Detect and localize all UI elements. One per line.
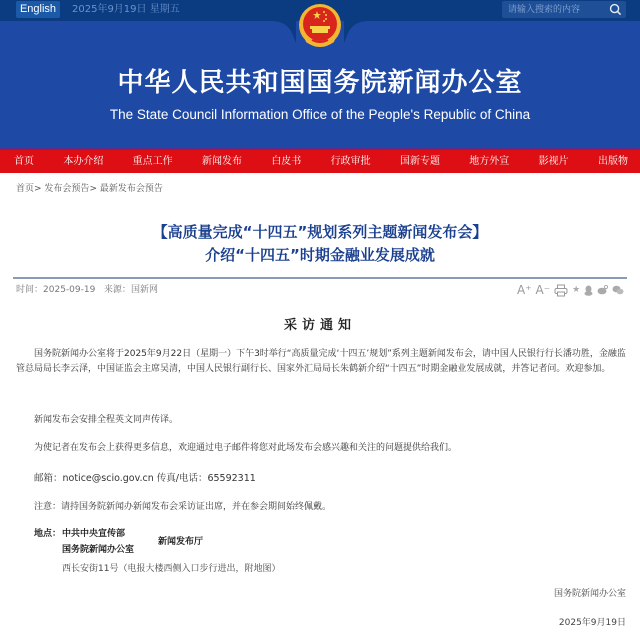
article-meta [16,284,158,296]
location-hall: 新闻发布厅 [158,537,204,547]
main-nav [0,148,640,173]
site-title: 中华人民共和国国务院新闻办公室 [117,68,523,98]
site-header [0,0,640,148]
nav-item-home[interactable]: 首页 [14,156,34,167]
location-org-publicity-dept: 中共中央宣传部 [62,529,126,539]
nav-item-publications[interactable]: 出版物 [597,156,628,167]
body-paragraph-announcement: 国务院新闻办公室将于2025年9月22日（星期一）下午3时举行“高质量完成‘十四五’规划”系列主题新闻发布会，请中国人民银行行长潘功胜，金融监管总局局长李云泽，中国证监会主席吴清，中国人民银行副行长、国家外汇局局长朱鹤新介绍“十四五”时期金融业发展成就，并答记者问。欢迎参加。 [16,349,626,374]
body-paragraph-interpretation: 新闻发布会安排全程英文同声传译。 [34,415,179,425]
current-date: 2025年9月19日 星期五 [72,4,180,15]
search-input[interactable] [508,1,608,18]
breadcrumb-separator: > [34,184,45,194]
english-button[interactable]: English [16,1,60,18]
publish-date: 2025-09-19 [43,285,96,295]
nav-item-special-topics[interactable]: 国新专题 [399,156,440,167]
wechat-share-icon[interactable] [612,285,624,295]
nav-item-key-work[interactable]: 重点工作 [132,156,173,167]
article-title-line2: 介绍“十四五”时期金融业发展成就 [205,246,435,264]
breadcrumb-separator: > [89,184,100,194]
qq-share-icon[interactable] [584,285,593,296]
nav-item-press-release[interactable]: 新闻发布 [201,156,242,167]
breadcrumb-press-preview[interactable]: 发布会预告 [44,184,90,194]
nav-item-admin-approval[interactable]: 行政审批 [330,156,371,167]
notice-title: 采访通知 [283,318,356,333]
title-divider [13,277,627,279]
body-paragraph-questions: 为使记者在发布会上获得更多信息，欢迎通过电子邮件将您对此场发布会感兴趣和关注的问题提供给我们。 [34,443,458,453]
font-decrease-button[interactable]: A⁻ [535,283,551,297]
nav-item-films[interactable]: 影视片 [538,156,569,167]
weibo-share-icon[interactable] [597,285,608,295]
article-tools [517,282,624,298]
location-org-scio: 国务院新闻办公室 [62,545,135,555]
search-icon[interactable] [609,3,622,16]
breadcrumb [16,183,163,195]
nav-item-local-publicity[interactable]: 地方外宣 [469,156,510,167]
signature-org: 国务院新闻办公室 [553,589,626,599]
search-box [502,1,626,18]
signature-date: 2025年9月19日 [558,618,626,628]
nav-item-about[interactable]: 本办介绍 [63,156,104,167]
location-label: 地点： [34,529,62,539]
breadcrumb-home[interactable]: 首页 [16,184,35,194]
location-address: 西长安街11号（电报大楼西侧入口步行进出，附地图） [62,564,281,574]
breadcrumb-latest-preview[interactable]: 最新发布会预告 [99,184,163,194]
body-paragraph-note: 注意：请持国务院新闻办新闻发布会采访证出席，并在参会期间始终佩戴。 [34,502,332,512]
site-subtitle: The State Council Information Office of the People's Republic of China [109,107,531,122]
national-emblem-logo [296,2,344,52]
print-icon[interactable] [554,284,568,297]
time-label: 时间： [16,285,44,295]
article-title-line1: 【高质量完成“十四五”规划系列主题新闻发布会】 [152,223,488,241]
source-label: 来源： [103,285,131,295]
source-value: 国新网 [130,285,158,295]
body-paragraph-contact: 邮箱：notice@scio.gov.cn 传真/电话：65592311 [34,473,256,484]
nav-item-white-papers[interactable]: 白皮书 [271,156,302,167]
favorite-icon[interactable]: ★ [572,285,581,295]
font-increase-button[interactable]: A⁺ [517,283,532,297]
